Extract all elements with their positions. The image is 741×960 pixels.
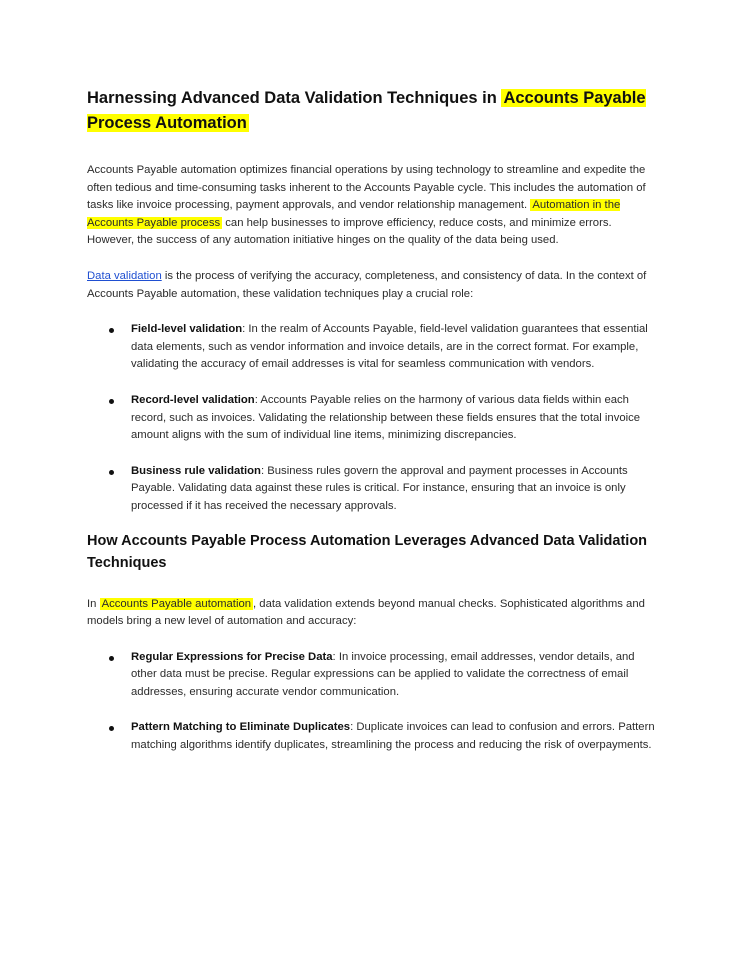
definition-paragraph xyxy=(87,268,659,303)
document-page xyxy=(87,86,659,755)
list-item-term: Field-level validation xyxy=(131,323,243,336)
list-item-text: : In the realm of Accounts Payable, field-level validation guarantees that essential data elements, such as vendor information and invoice details, are in the correct format. For example, validating the accuracy of email addresses is vital for seamless communication with vendors. xyxy=(131,323,648,371)
validation-techniques-list xyxy=(87,321,659,515)
list-item-term: Pattern Matching to Eliminate Duplicates xyxy=(131,721,351,734)
list-item-text: : Duplicate invoices can lead to confusion and errors. Pattern matching algorithms identify duplicates, streamlining the process and reducing the risk of overpayments. xyxy=(131,721,655,752)
data-validation-link[interactable]: Data validation xyxy=(87,269,162,282)
bullet-icon xyxy=(109,399,114,404)
list-item xyxy=(87,649,659,702)
automation-text-before: In xyxy=(87,597,100,610)
title-text: Harnessing Advanced Data Validation Techniques in xyxy=(87,89,502,107)
list-item-term: Regular Expressions for Precise Data xyxy=(131,650,333,663)
bullet-icon xyxy=(109,656,114,661)
list-item-text: : In invoice processing, email addresses, vendor details, and other data must be precise. Regular expressions can be applied to validate the correctness of email addresses, ensuring accurate vendor communication. xyxy=(131,650,635,698)
list-item-term: Business rule validation xyxy=(131,464,261,477)
bullet-icon xyxy=(109,470,114,475)
definition-text: is the process of verifying the accuracy, completeness, and consistency of data. In the context of Accounts Payable automation, these validation techniques play a crucial role: xyxy=(87,269,647,300)
automation-methods-list xyxy=(87,649,659,755)
page-title xyxy=(87,86,659,136)
list-item xyxy=(87,463,659,516)
bullet-icon xyxy=(109,726,114,731)
bullet-icon xyxy=(109,328,114,333)
list-item xyxy=(87,719,659,754)
automation-paragraph xyxy=(87,596,659,631)
intro-text-after: can help businesses to improve efficiency, reduce costs, and minimize errors. However, the success of any automation initiative hinges on the quality of the data being used. xyxy=(87,216,612,247)
automation-text-after: , data validation extends beyond manual checks. Sophisticated algorithms and models bring a new level of automation and accuracy: xyxy=(87,597,645,628)
automation-highlight: Accounts Payable automation xyxy=(101,597,252,610)
list-item-text: : Business rules govern the approval and payment processes in Accounts Payable. Validating data against these rules is critical. For instance, ensuring that an invoice is only processed if it has received the necessary approvals. xyxy=(131,464,628,512)
list-item xyxy=(87,321,659,374)
title-highlight: Accounts Payable Process Automation xyxy=(87,89,646,132)
list-item xyxy=(87,392,659,445)
intro-paragraph xyxy=(87,162,659,250)
section-heading: How Accounts Payable Process Automation Leverages Advanced Data Validation Techniques xyxy=(87,532,648,571)
list-item-text: : Accounts Payable relies on the harmony of various data fields within each record, such as invoices. Validating the relationship between these fields ensures that the total invoice amount aligns with the sum of individual line items, minimizing discrepancies. xyxy=(131,393,641,442)
intro-highlight: Automation in the Accounts Payable process xyxy=(87,199,621,229)
intro-text-before: Accounts Payable automation optimizes financial operations by using technology to streamline and expedite the often tedious and time-consuming tasks inherent to the Accounts Payable cycle. This includes the automation of tasks like invoice processing, payment approvals, and vendor relationship management. xyxy=(87,164,646,212)
list-item-term: Record-level validation xyxy=(131,393,255,406)
